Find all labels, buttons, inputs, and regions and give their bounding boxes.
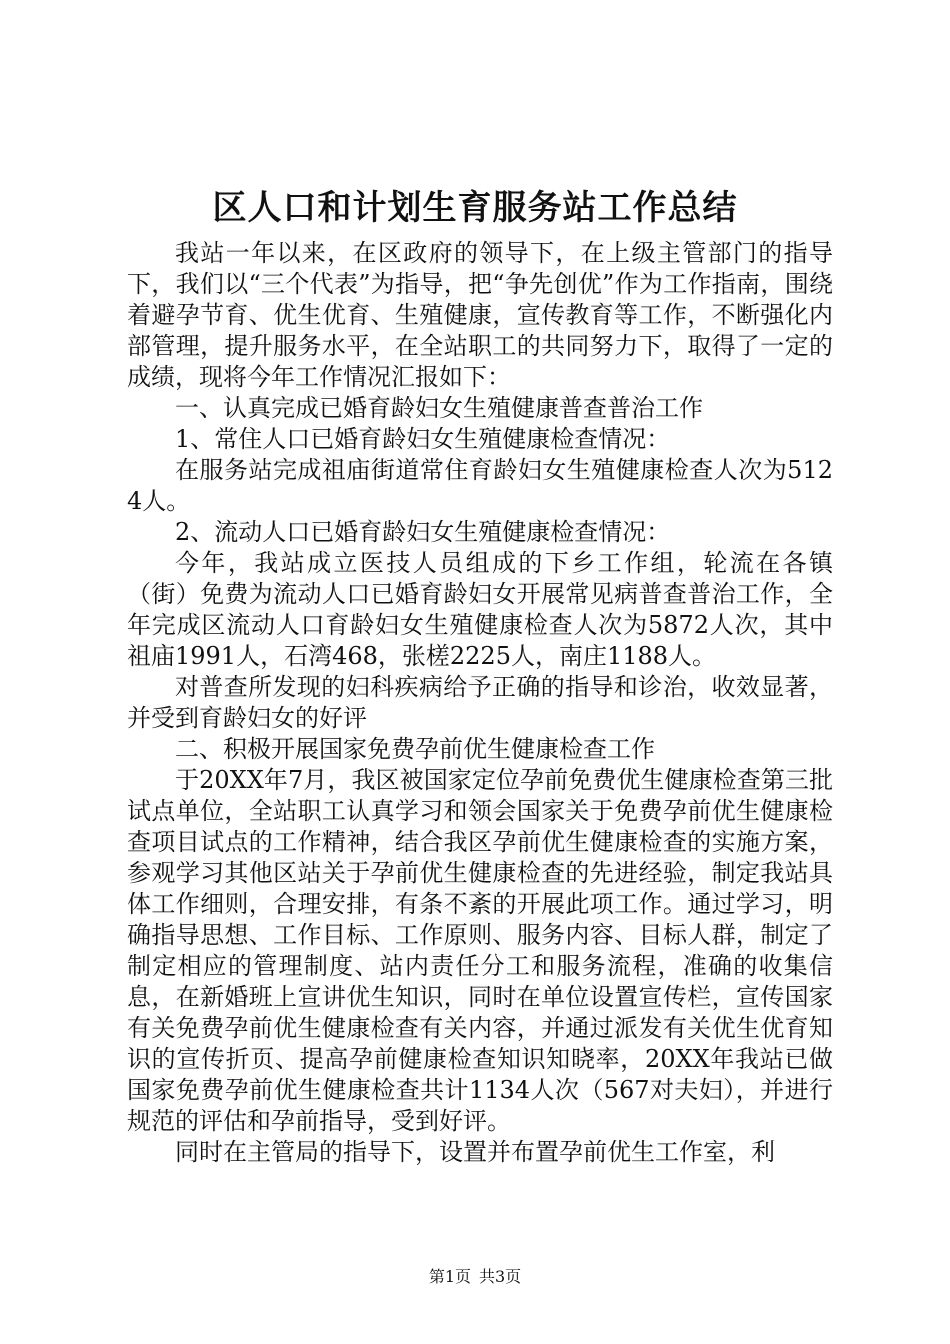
section-heading-2: 二、积极开展国家免费孕前优生健康检查工作 (175, 735, 655, 763)
document-body (127, 238, 833, 1168)
page-number: 第1页 (428, 1267, 471, 1286)
document-title: 区人口和计划生育服务站工作总结 (212, 188, 738, 228)
paragraph-resident-checkups: 在服务站完成祖庙街道常住育龄妇女生殖健康检查人次为5124人。 (127, 456, 833, 515)
paragraph-workroom: 同时在主管局的指导下，设置并布置孕前优生工作室，利 (175, 1138, 775, 1166)
paragraph-intro: 我站一年以来，在区政府的领导下，在上级主管部门的指导下，我们以“三个代表”为指导，把“争先创优”作为工作指南，围绕着避孕节育、优生优育、生殖健康，宣传教育等工作，不断强化内部管理，提升服务水平，在全站职工的共同努力下，取得了一定的成绩，现将今年工作情况汇报如下： (127, 239, 833, 391)
section-heading-1: 一、认真完成已婚育龄妇女生殖健康普查普治工作 (175, 394, 703, 422)
subsection-heading-2: 2、流动人口已婚育龄妇女生殖健康检查情况： (175, 518, 671, 546)
subsection-heading-1: 1、常住人口已婚育龄妇女生殖健康检查情况： (175, 425, 671, 453)
page-footer (0, 1266, 950, 1288)
paragraph-diagnosis: 对普查所发现的妇科疾病给予正确的指导和诊治，收效显著，并受到育龄妇女的好评 (127, 673, 833, 732)
paragraph-floating-checkups: 今年，我站成立医技人员组成的下乡工作组，轮流在各镇（街）免费为流动人口已婚育龄妇女开展常见病普查普治工作，全年完成区流动人口育龄妇女生殖健康检查人次为5872人次，其中祖庙1991人，石湾468，张槎2225人，南庄1188人。 (127, 549, 833, 670)
paragraph-pilot-program: 于20XX年7月，我区被国家定位孕前免费优生健康检查第三批试点单位，全站职工认真学习和领会国家关于免费孕前优生健康检查项目试点的工作精神，结合我区孕前优生健康检查的实施方案，参观学习其他区站关于孕前优生健康检查的先进经验，制定我站具体工作细则，合理安排，有条不紊的开展此项工作。通过学习，明确指导思想、工作目标、工作原则、服务内容、目标人群，制定了制定相应的管理制度、站内责任分工和服务流程，准确的收集信息，在新婚班上宣讲优生知识，同时在单位设置宣传栏，宣传国家有关免费孕前优生健康检查有关内容，并通过派发有关优生优育知识的宣传折页、提高孕前健康检查知识知晓率，20XX年我站已做国家免费孕前优生健康检查共计1134人次（567对夫妇），并进行规范的评估和孕前指导，受到好评。 (127, 766, 833, 1135)
page-total: 共3页 (479, 1267, 522, 1286)
